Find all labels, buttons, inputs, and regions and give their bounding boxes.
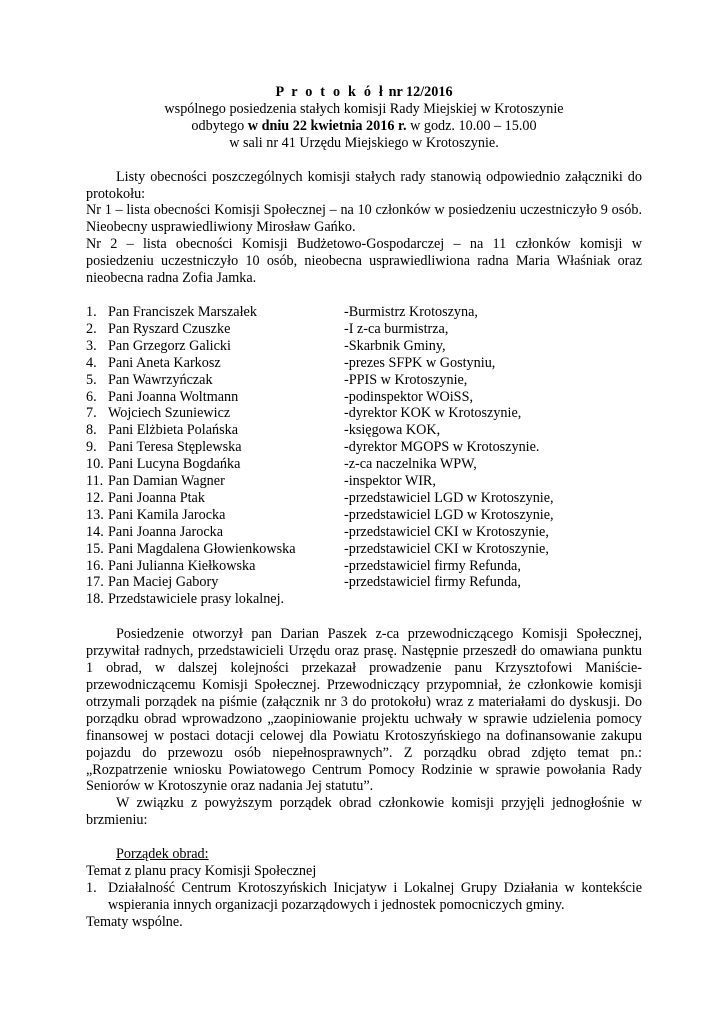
participant-number: 9. <box>86 439 97 456</box>
agenda-heading: Porządek obrad: <box>116 846 209 863</box>
participant-name-text: Wojciech Szuniewicz <box>108 405 231 422</box>
participant-name-text: Pan Wawrzyńczak <box>108 371 213 388</box>
header-line-date <box>86 118 642 135</box>
participant-name <box>86 304 344 321</box>
participant-name <box>86 422 344 439</box>
participant-name-text: Pani Lucyna Bogdańka <box>108 456 241 473</box>
participant-name <box>86 338 344 355</box>
participant-number: 14. <box>86 523 104 540</box>
participant-name-text: Pan Franciszek Marszałek <box>108 303 257 320</box>
participant-role: -prezes SFPK w Gostyniu, <box>344 354 496 371</box>
participant-role: -przedstawiciel firmy Refunda, <box>344 574 521 591</box>
date-hours: w godz. 10.00 – 15.00 <box>406 117 537 134</box>
agenda-item-number: 1. <box>86 879 97 896</box>
participant-name <box>86 389 344 406</box>
intro-paragraph: Listy obecności poszczególnych komisji stałych rady stanowią odpowiednio załączniki do protokołu: <box>86 168 642 202</box>
participant-name-text: Przedstawiciele prasy lokalnej. <box>108 591 285 608</box>
document-page <box>86 84 642 931</box>
participant-role: -przedstawiciel LGD w Krotoszynie, <box>344 489 554 506</box>
participant-role: -przedstawiciel CKI w Krotoszynie, <box>344 523 549 540</box>
participant-name-text: Pani Joanna Jarocka <box>108 523 224 540</box>
participant-name-text: Pani Teresa Stęplewska <box>108 439 242 456</box>
attendance-list-1: Nr 1 – lista obecności Komisji Społecznej – na 10 członków w posiedzeniu uczestniczyło 9 osób. Nieobecny usprawiedliwiony Mirosław Gańko. <box>86 202 642 236</box>
participant-number: 10. <box>86 456 104 473</box>
agenda-item-1 <box>86 880 642 914</box>
participant-role: -podinspektor WOiSS, <box>344 388 474 405</box>
participant-role: -inspektor WIR, <box>344 473 436 490</box>
participant-name-text: Pani Aneta Karkosz <box>108 354 221 371</box>
participant-number: 6. <box>86 388 97 405</box>
participant-role: -dyrektor MGOPS w Krotoszynie. <box>344 439 540 456</box>
attendance-list-2: Nr 2 – lista obecności Komisji Budżetowo-Gospodarczej – na 11 członków komisji w posiedzeniu uczestniczyło 10 osób, nieobecna usprawiedliwiona radna Maria Właśniak oraz nieobecna radna Zofia Jamka. <box>86 236 642 287</box>
participant-role <box>344 591 642 608</box>
participants-list <box>86 304 642 608</box>
participant-role: -PPIS w Krotoszynie, <box>344 371 468 388</box>
participant-role: -przedstawiciel CKI w Krotoszynie, <box>344 540 549 557</box>
participant-name-text: Pan Damian Wagner <box>108 473 225 490</box>
participant-number: 13. <box>86 506 104 523</box>
participant-name <box>86 541 344 558</box>
topic-heading: Temat z planu pracy Komisji Społecznej <box>86 863 317 880</box>
participant-role: -dyrektor KOK w Krotoszynie, <box>344 405 522 422</box>
participant-number: 17. <box>86 574 104 591</box>
participant-role: -przedstawiciel firmy Refunda, <box>344 557 521 574</box>
header-line-room: w sali nr 41 Urzędu Miejskiego w Krotoszynie. <box>229 134 499 151</box>
title-word: P r o t o k ó ł <box>275 84 386 100</box>
participant-name <box>86 591 344 608</box>
participant-name <box>86 372 344 389</box>
participant-number: 15. <box>86 540 104 557</box>
participant-name <box>86 524 344 541</box>
participant-name-text: Pan Ryszard Czuszke <box>108 320 231 337</box>
participant-name <box>86 473 344 490</box>
opening-paragraph: Posiedzenie otworzył pan Darian Paszek z-ca przewodniczącego Komisji Społecznej, przywitał radnych, przedstawicieli Urzędu oraz prasę. Następnie przeszedł do omawiana punktu 1 obrad, w dalszej kolejności przekazał prowadzenie panu Krzysztofowi Maniście-przewodniczącemu Komisji Społecznej. Przewodniczący przypomniał, że członkowie komisji otrzymali porządek na piśmie (załącznik nr 3 do protokołu) wraz z materiałami do dyskusji. Do porządku obrad wprowadzono „zaopiniowanie projektu uchwały w sprawie udzielenia pomocy finansowej w postaci dotacji celowej dla Powiatu Krotoszyńskiego na dofinansowanie zakupu pojazdu do przewozu osób niepełnosprawnych”. Z porządku obrad zdjęto temat pn.: „Rozpatrzenie wniosku Powiatowego Centrum Pomocy Rodzinie w sprawie powołania Rady Seniorów w Krotoszynie oraz nadania Jej statutu”. <box>86 626 642 795</box>
participant-name-text: Pani Julianna Kiełkowska <box>108 557 256 574</box>
participant-number: 18. <box>86 591 104 608</box>
participant-role: -Burmistrz Krotoszyna, <box>344 303 478 320</box>
participant-number: 5. <box>86 371 97 388</box>
participant-number: 1. <box>86 303 97 320</box>
agenda-adopted-paragraph: W związku z powyższym porządek obrad członkowie komisji przyjęli jednogłośnie w brzmieniu: <box>86 795 642 829</box>
date-prefix: odbytego <box>191 117 248 134</box>
participant-name-text: Pani Elżbieta Polańska <box>108 422 239 439</box>
participant-name-text: Pani Magdalena Głowienkowska <box>108 540 296 557</box>
participant-number: 8. <box>86 422 97 439</box>
participant-name <box>86 355 344 372</box>
participant-number: 12. <box>86 489 104 506</box>
participant-number: 4. <box>86 354 97 371</box>
participant-name <box>86 439 344 456</box>
participant-name-text: Pan Maciej Gabory <box>108 574 219 591</box>
participant-number: 7. <box>86 405 97 422</box>
participant-number: 2. <box>86 320 97 337</box>
participant-number: 16. <box>86 557 104 574</box>
participant-name <box>86 507 344 524</box>
participant-role: -z-ca naczelnika WPW, <box>344 456 477 473</box>
participant-name <box>86 321 344 338</box>
date-bold: w dniu 22 kwietnia 2016 r. <box>247 117 407 134</box>
participant-number: 3. <box>86 337 97 354</box>
participant-name-text: Pan Grzegorz Galicki <box>108 337 231 354</box>
participant-name <box>86 456 344 473</box>
participant-name <box>86 490 344 507</box>
participant-role: -księgowa KOK, <box>344 422 441 439</box>
document-header <box>86 84 642 152</box>
participant-name-text: Pani Joanna Ptak <box>108 489 205 506</box>
participant-name <box>86 405 344 422</box>
participant-role: -przedstawiciel LGD w Krotoszynie, <box>344 506 554 523</box>
participant-number: 11. <box>86 473 104 490</box>
participant-name-text: Pani Kamila Jarocka <box>108 506 226 523</box>
document-title <box>86 84 642 101</box>
participant-name <box>86 558 344 575</box>
shared-topics-heading: Tematy wspólne. <box>86 913 183 930</box>
header-line-committees: wspólnego posiedzenia stałych komisji Rady Miejskiej w Krotoszynie <box>164 100 564 117</box>
participant-role: -I z-ca burmistrza, <box>344 320 449 337</box>
agenda-item-text: Działalność Centrum Krotoszyńskich Inicjatyw i Lokalnej Grupy Działania w kontekście wspierania innych organizacji pozarządowych i jednostek pomocniczych gminy. <box>108 879 642 913</box>
participant-name-text: Pani Joanna Woltmann <box>108 388 239 405</box>
participant-name <box>86 574 344 591</box>
participant-role: -Skarbnik Gminy, <box>344 337 446 354</box>
title-number: nr 12/2016 <box>388 84 453 100</box>
